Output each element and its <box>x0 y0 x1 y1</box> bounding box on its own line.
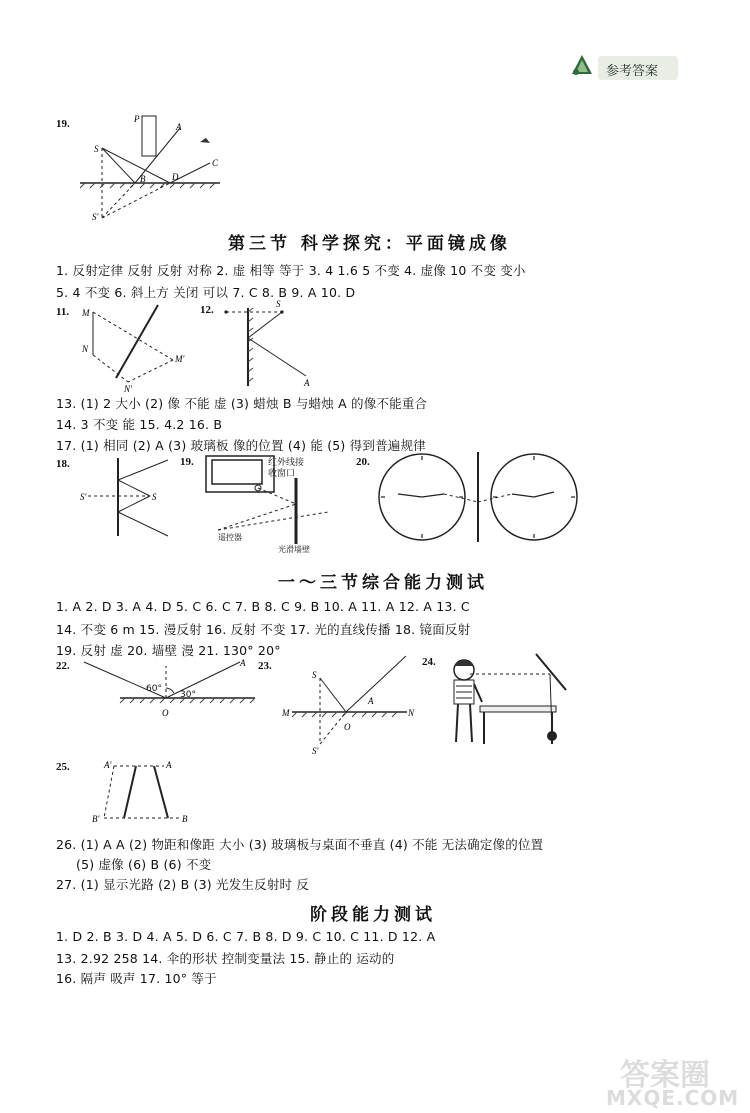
question-19-label: 19. <box>56 118 70 130</box>
st-line-3: 16. 隔声 吸声 17. 10° 等于 <box>56 971 217 986</box>
svg-text:O: O <box>162 708 169 718</box>
s3-line-1: 1. 反射定律 反射 反射 对称 2. 虚 相等 等于 3. 4 1.6 5 不变 4. 虚像 10 不变 变小 <box>56 263 526 278</box>
figure-18-double-mirror <box>80 452 190 542</box>
sc-line-26b: (5) 虚像 (6) B (6) 不变 <box>76 857 212 872</box>
figure-25-trapezoid <box>86 758 196 828</box>
fig-19-label: 19. <box>180 456 194 468</box>
s3-line-4: 14. 3 不变 能 15. 4.2 16. B <box>56 417 223 432</box>
fig-18-label: 18. <box>56 458 70 470</box>
svg-text:B': B' <box>92 814 100 824</box>
fig-11-label: 11. <box>56 306 70 318</box>
figure-12-mirror-ray <box>220 298 330 390</box>
sc-line-27: 27. (1) 显示光路 (2) B (3) 光发生反射时 反 <box>56 877 310 892</box>
svg-text:A: A <box>240 658 246 668</box>
s3-line-5: 17. (1) 相同 (2) A (3) 玻璃板 像的位置 (4) 能 (5) 得到普遍规律 <box>56 438 426 453</box>
figure-19-mirror-reflection <box>80 108 240 223</box>
svg-text:A: A <box>304 378 310 388</box>
st-line-2: 13. 2.92 258 14. 伞的形状 控制变量法 15. 静止的 运动的 <box>56 951 395 966</box>
svg-text:S: S <box>312 670 317 680</box>
svg-text:A: A <box>166 760 172 770</box>
svg-text:M: M <box>282 708 290 718</box>
svg-text:A: A <box>176 122 182 132</box>
s3-line-3: 13. (1) 2 大小 (2) 像 不能 虚 (3) 蜡烛 B 与蜡烛 A 的像不能重合 <box>56 396 428 411</box>
fig-19-text-3: 遥控器 <box>218 533 242 542</box>
svg-text:S: S <box>276 299 281 309</box>
figure-23-mirror-MN <box>282 650 422 760</box>
svg-text:C: C <box>212 158 219 168</box>
st-line-1: 1. D 2. B 3. D 4. A 5. D 6. C 7. B 8. D 9. C 10. C 11. D 12. A <box>56 929 436 944</box>
angle-30: 30° <box>180 690 196 700</box>
svg-text:N: N <box>408 708 415 718</box>
fig-19-text-2: 收窗口 <box>268 469 296 479</box>
watermark-bottom: MXQE.COM <box>606 1086 740 1110</box>
svg-text:B: B <box>182 814 188 824</box>
svg-text:N: N <box>82 344 89 354</box>
svg-text:S': S' <box>80 492 87 502</box>
angle-60: 60° <box>146 684 162 694</box>
svg-text:S': S' <box>312 746 319 756</box>
svg-text:S': S' <box>92 212 99 222</box>
fig-19-text-1: 红外线接 <box>268 458 305 468</box>
svg-text:M': M' <box>175 354 185 364</box>
section-stage-title: 阶段能力测试 <box>310 905 436 925</box>
fig-22-label: 22. <box>56 660 70 672</box>
svg-text:D: D <box>172 172 179 182</box>
sc-line-1: 1. A 2. D 3. A 4. D 5. C 6. C 7. B 8. C 9. B 10. A 11. A 12. A 13. C <box>56 599 470 614</box>
svg-text:M: M <box>82 308 90 318</box>
header-logo-icon <box>568 52 596 84</box>
svg-text:A: A <box>368 696 374 706</box>
sc-line-2: 14. 不变 6 m 15. 漫反射 16. 反射 不变 17. 光的直线传播 18. 镜面反射 <box>56 622 471 637</box>
header-label: 参考答案 <box>606 64 659 79</box>
s3-line-2: 5. 4 不变 6. 斜上方 关闭 可以 7. C 8. B 9. A 10. D <box>56 285 356 300</box>
fig-19-text-4: 光滑墙壁 <box>278 545 310 554</box>
section-combined-title: 一～三节综合能力测试 <box>278 573 488 593</box>
fig-23-label: 23. <box>258 660 272 672</box>
fig-20-label: 20. <box>356 456 370 468</box>
svg-text:S: S <box>152 492 157 502</box>
section-3-title: 第三节 科学探究：平面镜成像 <box>228 234 511 254</box>
svg-text:P: P <box>134 114 140 124</box>
figure-20-clock-mirror <box>374 450 584 545</box>
sc-line-26: 26. (1) A A (2) 物距和像距 大小 (3) 玻璃板与桌面不垂直 (4) 不能 无法确定像的位置 <box>56 837 544 852</box>
fig-12-label: 12. <box>200 304 214 316</box>
fig-24-label: 24. <box>422 656 436 668</box>
svg-text:A': A' <box>104 760 112 770</box>
sc-line-3: 19. 反射 虚 20. 墙壁 漫 21. 130° 20° <box>56 643 281 658</box>
figure-24-student-mirror <box>440 650 570 750</box>
figure-22-reflection-angle <box>80 656 260 721</box>
svg-text:N': N' <box>124 384 132 394</box>
fig-25-label: 25. <box>56 761 70 773</box>
svg-text:S: S <box>94 144 99 154</box>
svg-text:O: O <box>344 722 351 732</box>
figure-11-mirror-image <box>78 300 198 395</box>
svg-text:B: B <box>140 174 146 184</box>
watermark-top: 答案圈 <box>620 1058 710 1093</box>
